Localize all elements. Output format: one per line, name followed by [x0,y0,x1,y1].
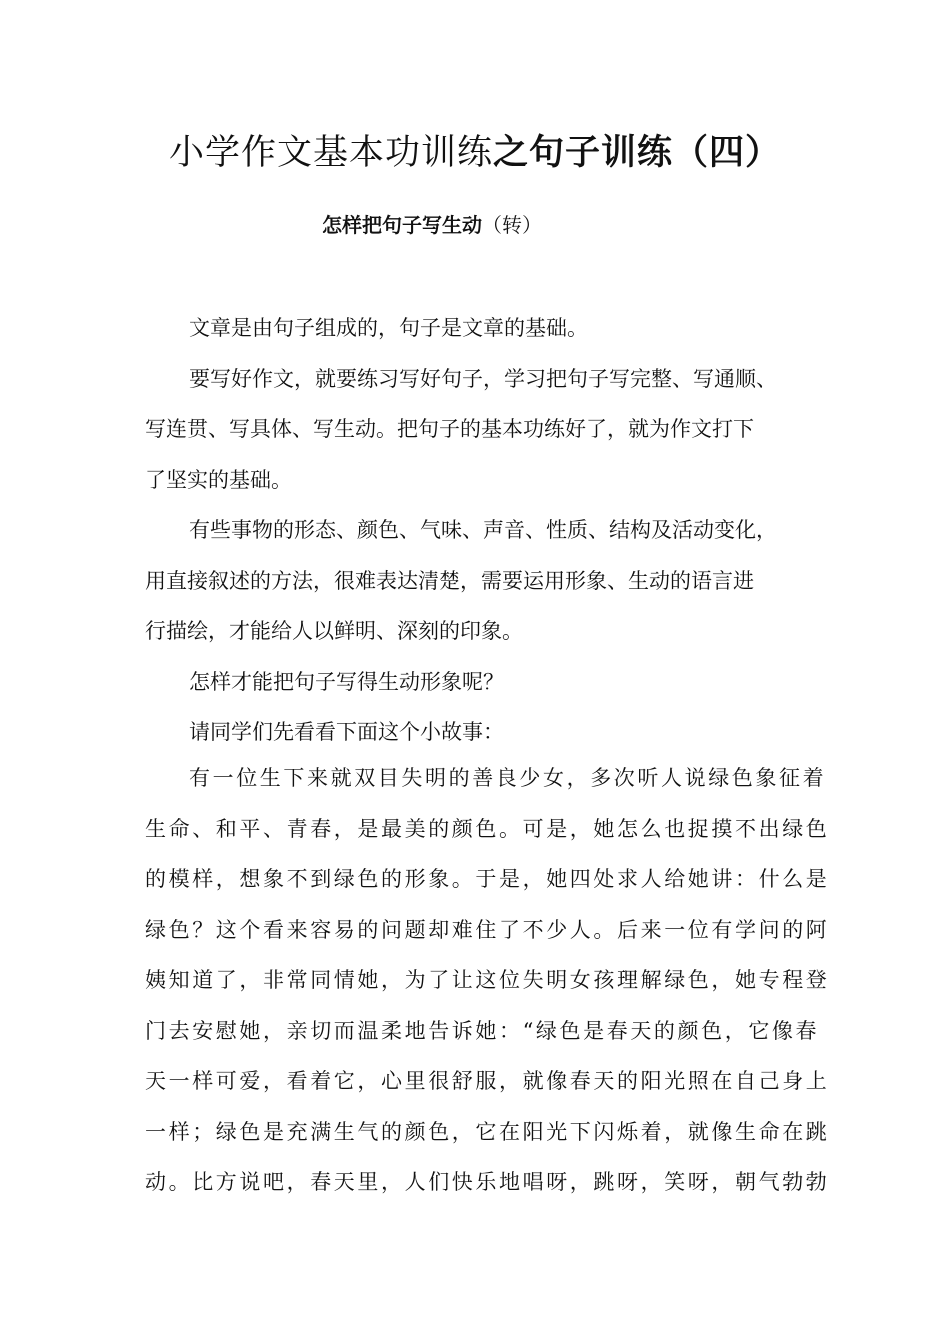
paragraph-line: 要写好作文，就要练习写好句子，学习把句子写完整、写通顺、 [189,366,777,391]
story-line: 门去安慰她，亲切而温柔地告诉她：“绿色是春天的颜色，它像春 [145,1018,820,1043]
body-text [145,303,825,758]
story-line: 有一位生下来就双目失明的善良少女，多次听人说绿色象征着 [189,766,827,790]
story-line: 动。比方说吧，春天里，人们快乐地唱呀，跳呀，笑呀，朝气勃勃 [145,1170,830,1194]
story-text [145,753,830,1208]
page-title [0,128,950,178]
paragraph-line: 文章是由句子组成的，句子是文章的基础。 [189,316,588,340]
story-line: 姨知道了，非常同情她，为了让这位失明女孩理解绿色，她专程登 [145,968,830,992]
subtitle-text: 怎样把句子写生动 [322,213,482,237]
story-line: 一样；绿色是充满生气的颜色，它在阳光下闪烁着，就像生命在跳 [145,1119,830,1144]
title-regular-part: 小学作文基本功训练 [168,133,493,173]
paragraph-line: 有些事物的形态、颜色、气味、声音、性质、结构及活动变化， [189,518,777,542]
paragraph-line: 怎样才能把句子写得生动形象呢？ [189,669,504,694]
paragraph-line: 了坚实的基础。 [145,467,292,492]
subtitle-note: （转） [482,213,542,237]
paragraph-line: 用直接叙述的方法，很难表达清楚，需要运用形象、生动的语言进 [145,568,754,593]
story-line: 天一样可爱，看着它，心里很舒服，就像春天的阳光照在自己身上 [145,1069,830,1093]
story-line: 绿色？这个看来容易的问题却难住了不少人。后来一位有学问的阿 [145,917,830,942]
paragraph-line: 行描绘，才能给人以鲜明、深刻的印象。 [145,619,523,643]
paragraph-line: 请同学们先看看下面这个小故事： [189,720,504,744]
page-subtitle [322,210,542,240]
story-line: 的模样，想象不到绿色的形象。于是，她四处求人给她讲：什么是 [145,867,830,891]
story-line: 生命、和平、青春，是最美的颜色。可是，她怎么也捉摸不出绿色 [145,816,830,841]
paragraph-line: 写连贯、写具体、写生动。把句子的基本功练好了，就为作文打下 [145,417,754,441]
title-bold-part: 之句子训练（四） [493,132,782,173]
